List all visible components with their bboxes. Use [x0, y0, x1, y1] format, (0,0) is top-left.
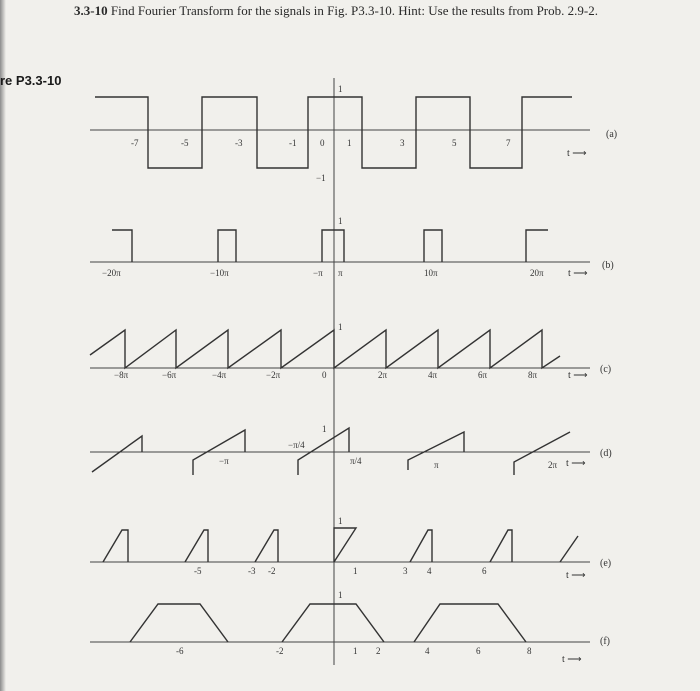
panel-f-tick: 8 — [527, 646, 532, 656]
panel-b-tick: π — [338, 268, 343, 278]
panel-a-tick: 3 — [400, 138, 405, 148]
panel-d — [90, 424, 612, 475]
panel-c-tick: −6π — [162, 370, 177, 380]
panel-c-label: (c) — [600, 364, 612, 375]
panel-c-tick: 4π — [428, 370, 438, 380]
panel-f — [90, 590, 610, 665]
panel-a — [90, 84, 617, 183]
problem-number: 3.3-10 — [74, 3, 108, 18]
panel-a-tick: -5 — [181, 138, 189, 148]
panel-b-tick: 10π — [424, 268, 438, 278]
panel-d-tick: −π — [219, 456, 229, 466]
panel-a-tick: -3 — [235, 138, 243, 148]
figure-label: re P3.3-10 — [0, 73, 62, 88]
panel-b-time-label: t ⟶ — [568, 268, 588, 279]
panel-f-tick: 2 — [376, 646, 381, 656]
panel-d-tick: π/4 — [350, 456, 362, 466]
panel-a-tick: 5 — [452, 138, 457, 148]
panel-e-pulses — [103, 528, 578, 562]
panel-b-tick: −π — [313, 268, 323, 278]
panel-e-tick: -5 — [194, 566, 202, 576]
panel-f-tick: -2 — [276, 646, 284, 656]
panel-c — [90, 322, 611, 381]
panel-b-tick: 20π — [530, 268, 544, 278]
panel-a-label: (a) — [606, 129, 618, 140]
panel-c-tick: 8π — [528, 370, 538, 380]
panel-e-tick: 6 — [482, 566, 487, 576]
panel-e-tick: 1 — [353, 566, 358, 576]
panel-a-tick: 7 — [506, 138, 511, 148]
panel-e — [90, 516, 611, 581]
panel-c-tick: 0 — [322, 370, 327, 380]
panel-e-tick: -2 — [268, 566, 276, 576]
panel-f-trapezoids — [130, 604, 526, 642]
panel-b-tick: −20π — [102, 268, 121, 278]
panel-f-tick: 4 — [425, 646, 430, 656]
panel-a-time-label: t ⟶ — [567, 148, 587, 159]
panel-c-tick: 6π — [478, 370, 488, 380]
panel-b-top-value: 1 — [338, 216, 343, 226]
panel-c-tick: −4π — [212, 370, 227, 380]
panel-c-top-value: 1 — [338, 322, 343, 332]
panel-d-tick: −π/4 — [288, 440, 305, 450]
panel-f-top-value: 1 — [338, 590, 343, 600]
panel-c-tick: 2π — [378, 370, 388, 380]
panel-d-tick: 2π — [548, 460, 558, 470]
panel-a-bottom-value: −1 — [316, 173, 326, 183]
panel-b-label: (b) — [602, 260, 614, 271]
panel-e-tick: 4 — [427, 566, 432, 576]
panel-d-top-value: 1 — [322, 424, 327, 434]
panel-b-tick: −10π — [210, 268, 229, 278]
panel-d-time-label: t ⟶ — [566, 458, 586, 469]
panel-b — [90, 216, 614, 279]
panel-b-pulses — [112, 230, 548, 262]
panel-c-tick: −8π — [114, 370, 129, 380]
panel-d-label: (d) — [600, 448, 612, 459]
panel-c-sawtooth — [90, 330, 560, 368]
panel-f-tick: 6 — [476, 646, 481, 656]
panel-a-tick: -7 — [131, 138, 139, 148]
panel-a-top-value: 1 — [338, 84, 343, 94]
panel-e-tick: 3 — [403, 566, 408, 576]
panel-f-tick: -6 — [176, 646, 184, 656]
panel-a-tick: 0 — [320, 138, 325, 148]
panel-e-time-label: t ⟶ — [566, 570, 586, 581]
panel-c-tick: −2π — [266, 370, 281, 380]
panel-e-label: (e) — [600, 558, 612, 569]
panel-d-tick: π — [434, 460, 439, 470]
panel-a-tick: -1 — [289, 138, 297, 148]
problem-text: Find Fourier Transform for the signals in Fig. P3.3-10. Hint: Use the results from Prob. 2.9-2. — [110, 3, 598, 18]
panel-a-tick: 1 — [347, 138, 352, 148]
panel-f-tick: 1 — [353, 646, 358, 656]
panel-f-label: (f) — [600, 636, 610, 647]
panel-f-time-label: t ⟶ — [562, 654, 582, 665]
panel-e-tick: -3 — [248, 566, 256, 576]
panel-e-top-value: 1 — [338, 516, 343, 526]
panel-c-time-label: t ⟶ — [568, 370, 588, 381]
